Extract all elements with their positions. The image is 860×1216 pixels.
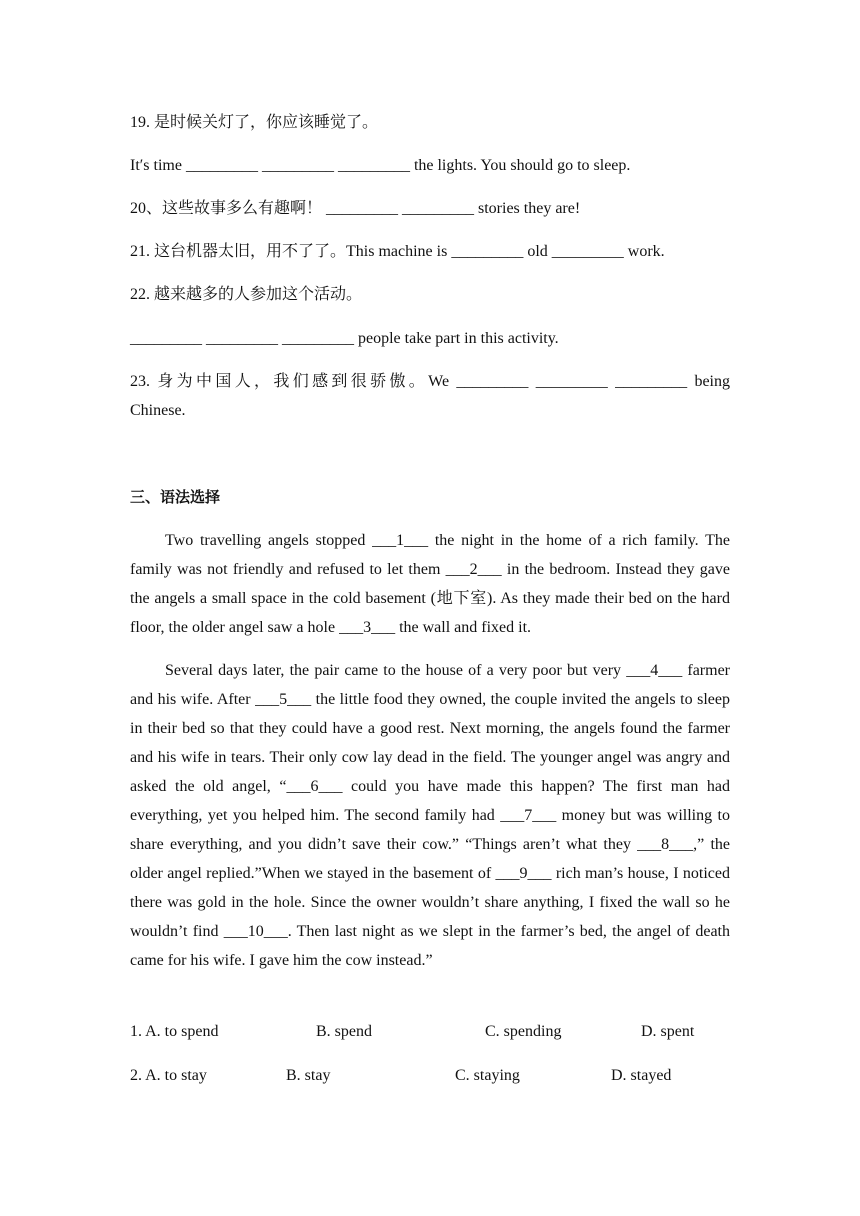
option-row-2	[130, 1061, 730, 1090]
question-23-line1: 23. 身为中国人，我们感到很骄傲。We _________ _________ _________ being	[130, 373, 730, 390]
option-row-1	[130, 1017, 730, 1046]
option-1b: B. spend	[316, 1023, 372, 1040]
option-1a: 1. A. to spend	[130, 1023, 219, 1040]
question-19-chinese: 19. 是时候关灯了，你应该睡觉了。	[130, 114, 379, 131]
passage-paragraph-1: Two travelling angels stopped ___1___ the night in the home of a rich family. The family was not friendly and refused to let them ___2___ in the bedroom. Instead they gave the angels a small space in the cold basement (地下室). As they made their bed on the hard floor, the older angel saw a hole ___3___ the wall and fixed it.	[130, 532, 730, 636]
option-2d: D. stayed	[611, 1067, 672, 1084]
question-23-line2: Chinese.	[130, 402, 186, 419]
passage-paragraph-2: Several days later, the pair came to the house of a very poor but very ___4___ farmer and his wife. After ___5___ the little food they owned, the couple invited the angels to sleep in their bed so that they could have a good rest. Next morning, the angels found the farmer and his wife in tears. Their only cow lay dead in the field. The younger angel was angry and asked the old angel, “___6___ could you have made this happen? The first man had everything, yet you helped him. The second family had ___7___ money but was willing to share everything, and you didn’t save their cow.” “Things aren’t what they ___8___,” the older angel replied.”When we stayed in the basement of ___9___ rich man’s house, I noticed there was gold in the hole. Since the owner wouldn’t share anything, I fixed the wall so he wouldn’t find ___10___. Then last night as we slept in the farmer’s bed, the angel of death came for his wife. I gave him the cow instead.”	[130, 662, 730, 969]
option-2b: B. stay	[286, 1067, 331, 1084]
option-2a: 2. A. to stay	[130, 1067, 207, 1084]
option-1d: D. spent	[641, 1023, 695, 1040]
option-2c: C. staying	[455, 1067, 520, 1084]
option-1c: C. spending	[485, 1023, 562, 1040]
question-20: 20、这些故事多么有趣啊！ _________ _________ stories they are!	[130, 200, 581, 217]
question-22-english: _________ _________ _________ people take part in this activity.	[130, 330, 559, 347]
question-21: 21. 这台机器太旧，用不了了。This machine is _________ old _________ work.	[130, 243, 665, 260]
question-22-chinese: 22. 越来越多的人参加这个活动。	[130, 286, 363, 303]
question-19-english: It′s time _________ _________ _________ the lights. You should go to sleep.	[130, 157, 631, 174]
section-heading: 三、语法选择	[130, 488, 221, 506]
